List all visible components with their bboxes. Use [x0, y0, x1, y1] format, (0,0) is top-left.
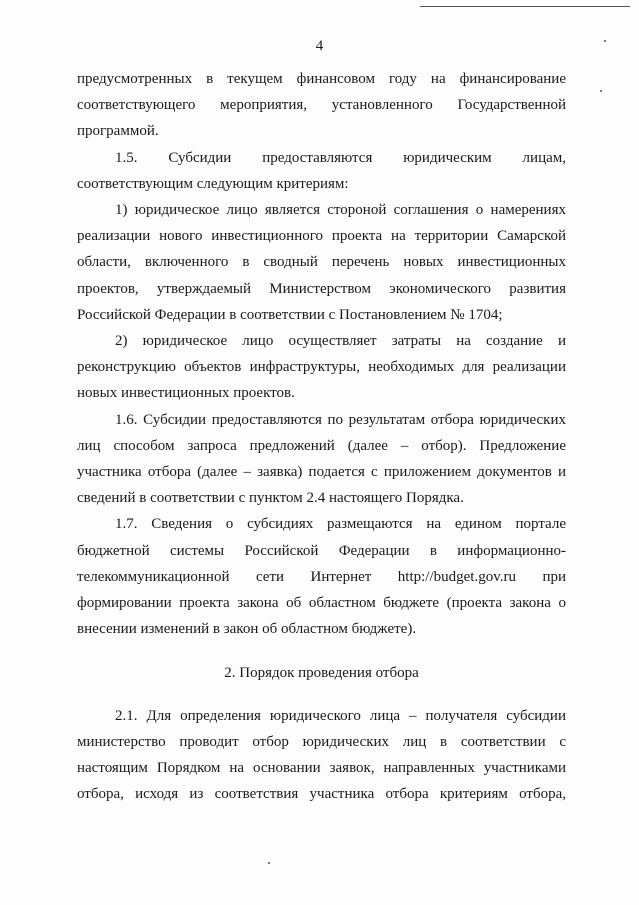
- scan-artifact-dot: [600, 90, 602, 92]
- paragraph-1-7: 1.7. Сведения о субсидиях размещаются на едином портале бюджетной системы Российской Федерации в информационно-телекоммуникационной сети Интернет http://budget.gov.ru при формировании проекта закона об областном бюджете (проекта закона о внесении изменений в закон об областном бюджете).: [77, 516, 566, 638]
- paragraph-1-6: 1.6. Субсидии предоставляются по результатам отбора юридических лиц способом запроса предложений (далее – отбор). Предложение участника отбора (далее – заявка) подается с приложением документов и сведений в соответствии с пунктом 2.4 настоящего Порядка.: [77, 411, 566, 507]
- paragraph-criterion-1: 1) юридическое лицо является стороной соглашения о намерениях реализации нового инвестиционного проекта на территории Самарской области, включенного в сводный перечень новых инвестиционных проектов, утверждаемый Министерством экономического развития Российской Федерации в соответствии с Постановлением № 1704;: [77, 202, 566, 323]
- paragraph-1-5: 1.5. Субсидии предоставляются юридическим лицам, соответствующим следующим критериям:: [77, 149, 566, 192]
- scan-artifact-line: [420, 6, 630, 7]
- page-number: 4: [315, 38, 324, 54]
- scan-artifact-dot: [268, 862, 270, 864]
- paragraph-criterion-2: 2) юридическое лицо осуществляет затраты на создание и реконструкцию объектов инфраструктуры, необходимых для реализации новых инвестиционных проектов.: [77, 333, 566, 402]
- paragraph-continuation: предусмотренных в текущем финансовом году на финансирование соответствующего мероприятия, установленного Государственной программой.: [77, 71, 566, 140]
- document-body: [77, 66, 566, 807]
- paragraph-2-1: 2.1. Для определения юридического лица – получателя субсидии министерство проводит отбор юридических лиц в соответствии с настоящим Порядком на основании заявок, направленных участниками отбора, исходя из соответствия участника отбора критериям отбора,: [77, 707, 566, 803]
- section-heading: 2. Порядок проведения отбора: [224, 665, 419, 682]
